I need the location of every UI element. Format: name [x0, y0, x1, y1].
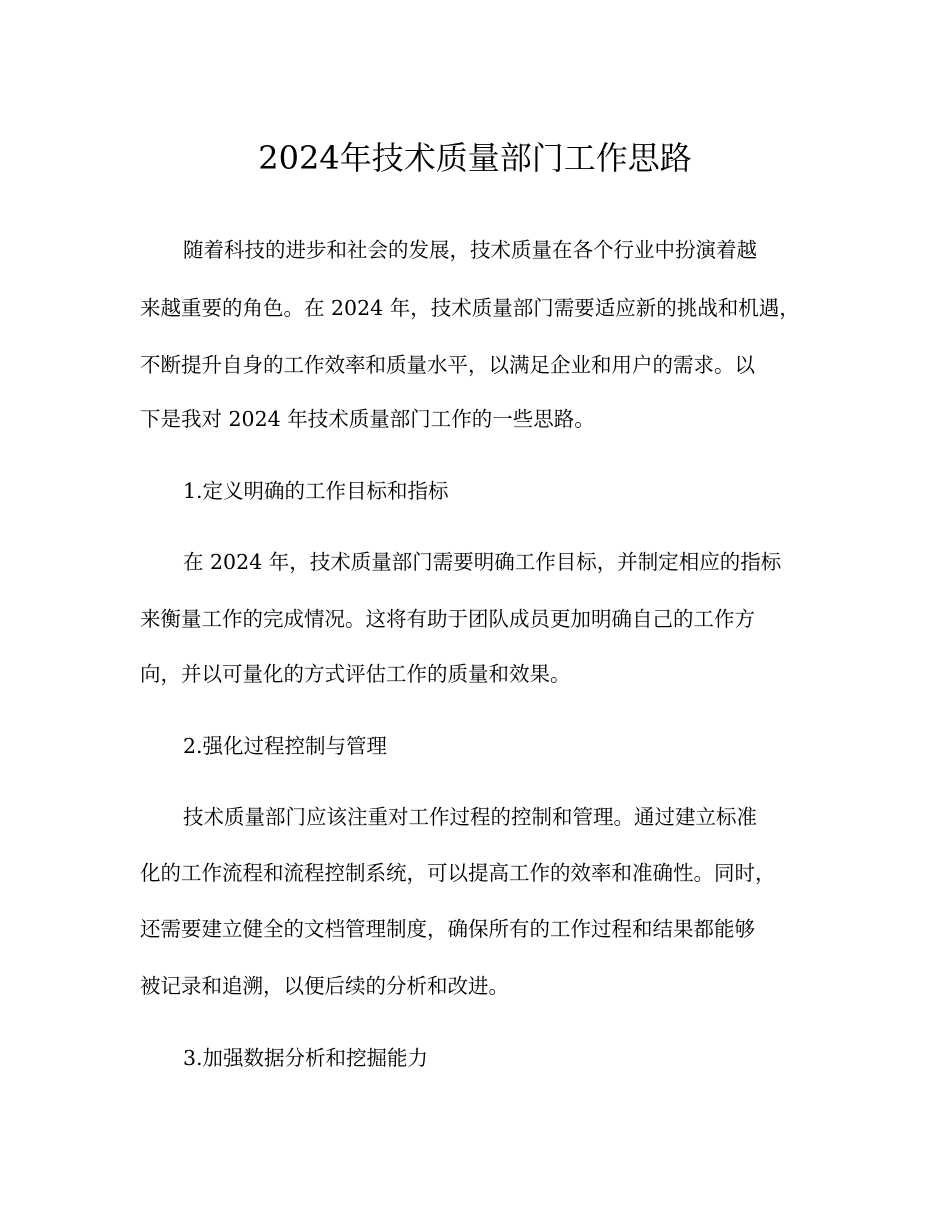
intro-line-4: 下是我对 2024 年技术质量部门工作的一些思路。	[140, 407, 595, 431]
section-3-heading: 3.加强数据分析和挖掘能力	[183, 1046, 429, 1070]
section-2-line-4: 被记录和追溯，以便后续的分析和改进。	[140, 974, 509, 998]
section-2-heading: 2.强化过程控制与管理	[183, 734, 388, 758]
section-1-heading: 1.定义明确的工作目标和指标	[183, 479, 449, 503]
document-title: 2024年技术质量部门工作思路	[258, 139, 692, 177]
intro-line-3: 不断提升自身的工作效率和质量水平，以满足企业和用户的需求。以	[140, 353, 755, 377]
section-2-line-1: 技术质量部门应该注重对工作过程的控制和管理。通过建立标准	[183, 805, 757, 829]
section-2-line-2: 化的工作流程和流程控制系统，可以提高工作的效率和准确性。同时，	[140, 861, 776, 885]
section-2-line-3: 还需要建立健全的文档管理制度，确保所有的工作过程和结果都能够	[140, 917, 755, 941]
section-1-line-3: 向，并以可量化的方式评估工作的质量和效果。	[140, 662, 571, 686]
section-1-line-1: 在 2024 年，技术质量部门需要明确工作目标，并制定相应的指标	[183, 550, 782, 574]
intro-line-1: 随着科技的进步和社会的发展，技术质量在各个行业中扮演着越	[183, 238, 757, 262]
section-1-line-2: 来衡量工作的完成情况。这将有助于团队成员更加明确自己的工作方	[140, 607, 755, 631]
intro-line-2: 来越重要的角色。在 2024 年，技术质量部门需要适应新的挑战和机遇，	[140, 296, 800, 320]
